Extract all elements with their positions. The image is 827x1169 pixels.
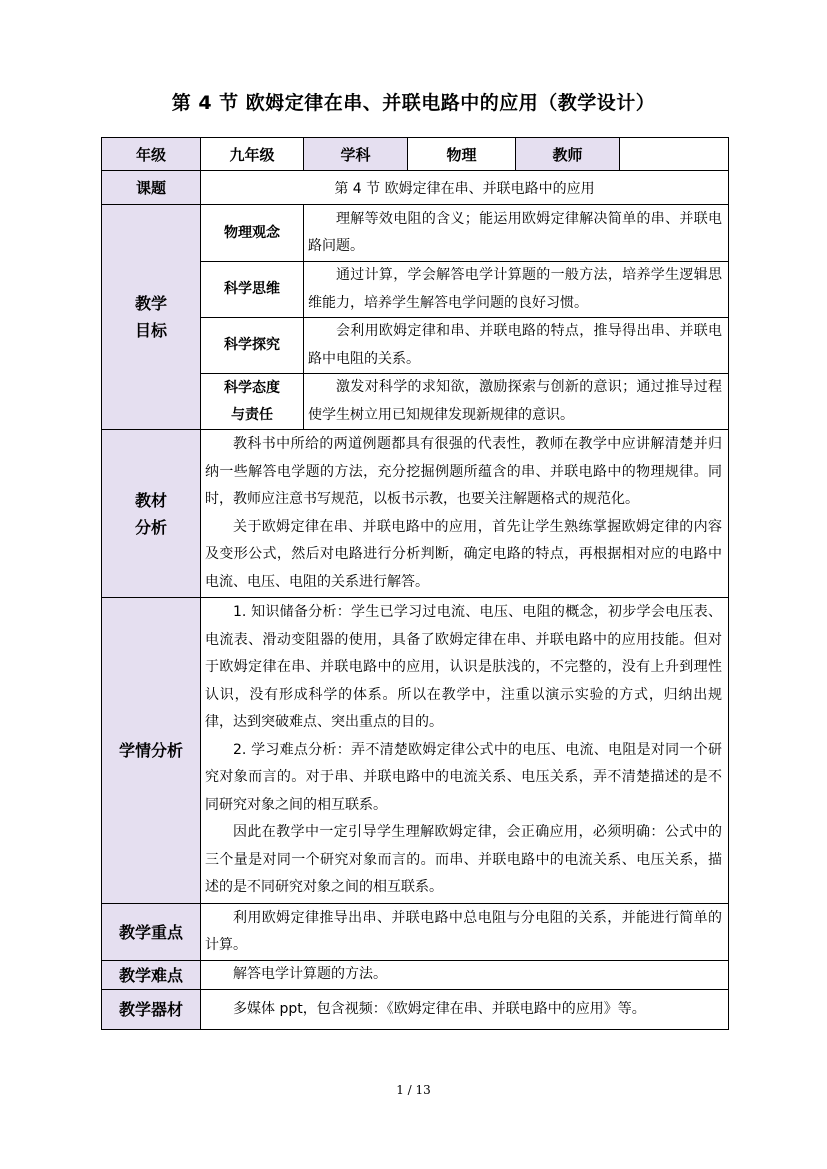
material-paragraph: 关于欧姆定律在串、并联电路中的应用，首先让学生熟练掌握欧姆定律的内容及变形公式，然后对电路进行分析判断，确定电路的特点，再根据相对应的电路中电流、电压、电阻的关系进行解答。 bbox=[205, 518, 722, 590]
goal-label-line1: 科学思维 bbox=[224, 281, 280, 297]
page-number: 1 / 13 bbox=[396, 1083, 431, 1097]
material-label bbox=[102, 430, 201, 598]
material-paragraph: 教科书中所给的两道例题都具有很强的代表性，教师在教学中应讲解清楚并归纳一些解答电学题的方法，充分挖掘例题所蕴含的串、并联电路中的物理规律。同时，教师应注意书写规范，以板书示教，也要关注解题格式的规范化。 bbox=[205, 436, 722, 507]
material-label-line2: 分析 bbox=[134, 517, 167, 537]
goal-label-line2: 与责任 bbox=[231, 406, 273, 423]
header-row bbox=[102, 138, 729, 171]
page-title: 第 4 节 欧姆定律在串、并联电路中的应用（教学设计） bbox=[171, 92, 656, 114]
key-points-label: 教学重点 bbox=[102, 904, 201, 961]
goal-text-physics-concept bbox=[304, 205, 729, 262]
lesson-plan-table bbox=[101, 137, 729, 1030]
teacher-label: 教师 bbox=[516, 138, 620, 171]
grade-label: 年级 bbox=[102, 138, 201, 171]
goals-label bbox=[102, 205, 201, 430]
material-row bbox=[102, 430, 729, 598]
difficulties-row bbox=[102, 961, 729, 990]
grade-value: 九年级 bbox=[201, 138, 304, 171]
goal-text-attitude bbox=[304, 374, 729, 430]
equipment-paragraph: 多媒体 ppt，包含视频：《欧姆定律在串、并联电路中的应用》等。 bbox=[233, 1000, 646, 1017]
topic-value: 第 4 节 欧姆定律在串、并联电路中的应用 bbox=[201, 171, 729, 205]
teacher-value bbox=[620, 138, 729, 171]
goal-text: 激发对科学的求知欲，激励探索与创新的意识；通过推导过程使学生树立用已知规律发现新规律的意识。 bbox=[308, 379, 722, 423]
subject-label: 学科 bbox=[304, 138, 408, 171]
goal-label-scientific-inquiry bbox=[201, 318, 304, 374]
equipment-label: 教学器材 bbox=[102, 990, 201, 1030]
goal-label-line1: 科学探究 bbox=[224, 337, 280, 353]
goal-label-physics-concept bbox=[201, 205, 304, 262]
students-label: 学情分析 bbox=[102, 598, 201, 904]
goal-row bbox=[102, 205, 729, 262]
goals-label-line2: 目标 bbox=[134, 321, 167, 340]
equipment-row bbox=[102, 990, 729, 1030]
goal-text-scientific-thinking bbox=[304, 262, 729, 318]
goal-label-line1: 科学态度 bbox=[224, 379, 280, 396]
goal-text: 会利用欧姆定律和串、并联电路的特点，推导得出串、并联电路中电阻的关系。 bbox=[308, 323, 722, 367]
difficulties-paragraph: 解答电学计算题的方法。 bbox=[233, 966, 387, 983]
students-text bbox=[201, 598, 729, 904]
goal-label-scientific-thinking bbox=[201, 262, 304, 318]
key-points-paragraph: 利用欧姆定律推导出串、并联电路中总电阻与分电阻的关系，并能进行简单的计算。 bbox=[205, 909, 722, 953]
goal-text: 通过计算，学会解答电学计算题的一般方法，培养学生逻辑思维能力，培养学生解答电学问题的良好习惯。 bbox=[308, 267, 722, 311]
equipment-text bbox=[201, 990, 729, 1030]
students-paragraph: 1. 知识储备分析：学生已学习过电流、电压、电阻的概念，初步学会电压表、电流表、滑动变阻器的使用，具备了欧姆定律在串、并联电路中的应用技能。但对于欧姆定律在串、并联电路中的应用，认识是肤浅的，不完整的，没有上升到理性认识，没有形成科学的体系。所以在教学中，注重以演示实验的方式，归纳出规律，达到突破难点、突出重点的目的。 bbox=[205, 604, 722, 731]
material-text bbox=[201, 430, 729, 598]
students-paragraph: 因此在教学中一定引导学生理解欧姆定律，会正确应用，必须明确：公式中的三个量是对同一个研究对象而言的。而串、并联电路中的电流关系、电压关系，描述的是不同研究对象之间的相互联系。 bbox=[205, 824, 722, 896]
students-row bbox=[102, 598, 729, 904]
goal-label-attitude bbox=[201, 374, 304, 430]
key-points-row bbox=[102, 904, 729, 961]
key-points-text bbox=[201, 904, 729, 961]
goals-label-line1: 教学 bbox=[134, 294, 167, 313]
topic-label: 课题 bbox=[102, 171, 201, 205]
difficulties-text bbox=[201, 961, 729, 990]
subject-value: 物理 bbox=[408, 138, 516, 171]
goal-label-line1: 物理观念 bbox=[224, 224, 280, 241]
goal-text-scientific-inquiry bbox=[304, 318, 729, 374]
topic-row bbox=[102, 171, 729, 205]
goal-text: 理解等效电阻的含义；能运用欧姆定律解决简单的串、并联电路问题。 bbox=[308, 210, 722, 254]
difficulties-label: 教学难点 bbox=[102, 961, 201, 990]
material-label-line1: 教材 bbox=[134, 490, 167, 510]
students-paragraph: 2. 学习难点分析：弄不清楚欧姆定律公式中的电压、电流、电阻是对同一个研究对象而言的。对于串、并联电路中的电流关系、电压关系，弄不清楚描述的是不同研究对象之间的相互联系。 bbox=[205, 741, 722, 813]
